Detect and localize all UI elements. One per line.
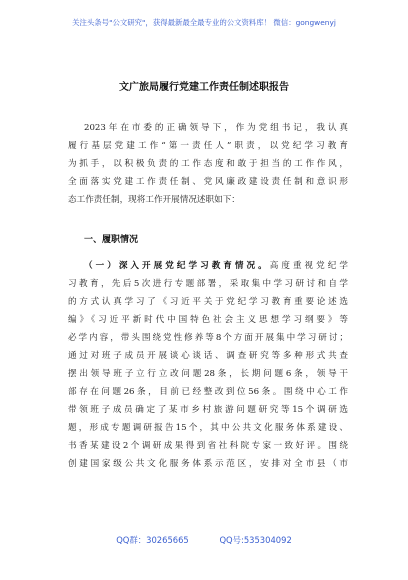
paragraph-line: 创建国家级公共文化服务体系示范区，安排对全市县（市 <box>68 459 348 469</box>
qq-group-text: QQ群：30265665 <box>116 535 189 545</box>
paragraph-line: 必学内容，带头围绕党性修养等8个方面开展集中学习研讨； <box>68 333 348 343</box>
qq-number-text: QQ号:535304092 <box>219 535 292 545</box>
paragraph-line: 带领班子成员确定了某市乡村旅游问题研究等15个调研选 <box>68 405 348 415</box>
intro-line: 全面落实党建工作责任制、党风廉政建设责任制和意识形 <box>68 177 348 187</box>
paragraph-line <box>84 260 348 272</box>
subsection-heading: （一）深入开展党纪学习教育情况。 <box>84 261 270 271</box>
document-title: 文广旅局履行党建工作责任制述职报告 <box>119 82 289 93</box>
paragraph-text: 高度重视党纪学 <box>269 261 348 271</box>
paragraph-line: 题，形成专题调研报告15个，其中公共文化服务体系建设、 <box>68 423 348 433</box>
section-heading: 一、履职情况 <box>84 235 139 245</box>
intro-line: 为抓手，以积极负责的工作态度和敢于担当的工作作风， <box>68 159 348 169</box>
paragraph-line: 部存在问题26条，目前已经整改到位56条。围绕中心工作 <box>68 387 348 397</box>
paragraph-line: 编》《习近平新时代中国特色社会主义思想学习纲要》等 <box>68 315 348 325</box>
top-banner: 关注头条号"公文研究"，获得最新最全最专业的公文资料库！ 微信：gongwenyj <box>72 18 336 27</box>
bottom-banner <box>0 534 408 546</box>
paragraph-line: 书香某建设2个调研成果得到省社科院专家一致好评。围绕 <box>68 441 348 451</box>
intro-line: 态工作责任制，现将工作开展情况述职如下： <box>68 195 240 205</box>
paragraph-line: 摆出领导班子立行立改问题28条，长期问题6条，领导干 <box>68 369 348 379</box>
intro-line: 履行基层党建工作“第一责任人”职责，以党纪学习教育 <box>68 141 348 151</box>
paragraph-line: 的方式认真学习了《习近平关于党纪学习教育重要论述选 <box>68 297 348 307</box>
intro-line: 2023年在市委的正确领导下，作为党组书记，我认真 <box>84 123 348 133</box>
paragraph-line: 通过对班子成员开展谈心谈话、调查研究等多种形式共查 <box>68 351 348 361</box>
paragraph-line: 习教育，先后5次进行专题部署，采取集中学习研讨和自学 <box>68 279 348 289</box>
